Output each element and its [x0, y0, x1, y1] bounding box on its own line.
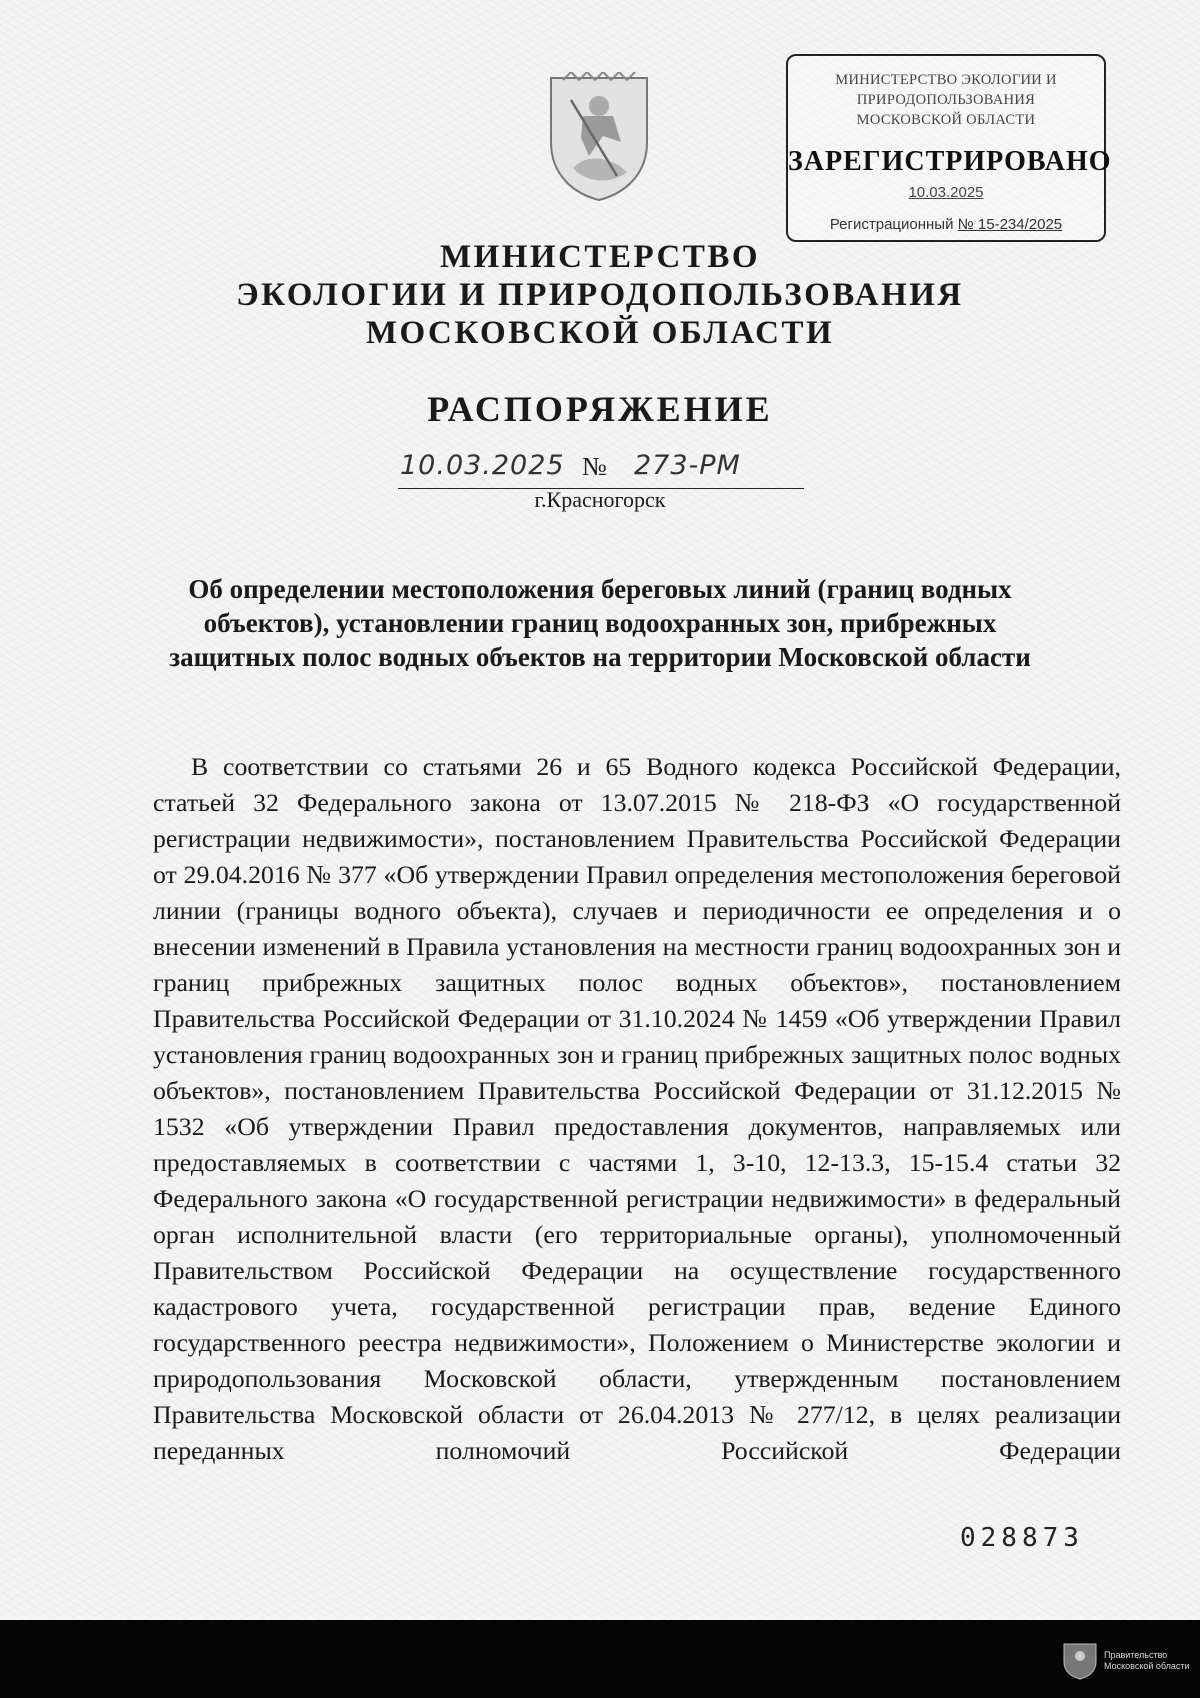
footer-logo-line: Правительство [1104, 1650, 1168, 1660]
handwritten-number: 273-РМ [634, 450, 741, 481]
footer-logo-text [1104, 1650, 1190, 1672]
serial-number: 028873 [960, 1523, 1084, 1553]
moscow-oblast-emblem-icon [1062, 1640, 1098, 1680]
ministry-name-line-1: МИНИСТЕРСТВО [439, 239, 761, 275]
stamp-status: ЗАРЕГИСТРИРОВАНО [788, 146, 1112, 177]
stamp-reg-label: Регистрационный [829, 216, 958, 233]
stamp-reg-value: № 15-234/2025 [957, 216, 1063, 233]
ministry-name-line-2: ЭКОЛОГИИ И ПРИРОДОПОЛЬЗОВАНИЯ [236, 277, 964, 313]
handwritten-date: 10.03.2025 [400, 450, 565, 481]
stamp-date: 10.03.2025 [908, 184, 984, 201]
date-number-line [398, 446, 804, 489]
document-body: В соответствии со статьями 26 и 65 Водного кодекса Российской Федерации, статьей 32 Федерального закона от 13.07.2015 № 218-ФЗ «О государственной регистрации недвижимости», постановлением Правительства Российской Федерации от 29.04.2016 № 377 «Об утверждении Правил определения местоположения береговой линии (границы водного объекта), случаев и периодичности ее определения и о внесении изменений в Правила установления на местности границ водоохранных зон и границ прибрежных защитных полос водных объектов», постановлением Правительства Российской Федерации от 31.10.2024 № 1459 «Об утверждении Правил установления границ водоохранных зон и границ прибрежных защитных полос водных объектов», постановлением Правительства Российской Федерации от 31.12.2015 № 1532 «Об утверждении Правил предоставления документов, направляемых или предоставляемых в соответствии с частями 1, 3-10, 12-13.3, 15-15.4 статьи 32 Федерального закона «О государственной регистрации недвижимости» в федеральный орган исполнительной власти (его территориальные органы), уполномоченный Правительством Российской Федерации на осуществление государственного кадастрового учета, государственной регистрации прав, ведение Единого государственного реестра недвижимости», Положением о Министерстве экологии и природопользования Московской области, утвержденным постановлением Правительства Московской области от 26.04.2013 № 277/12, в целях реализации переданных полномочий Российской Федерации [153, 752, 1121, 1465]
number-sign: № [582, 452, 607, 481]
city: г.Красногорск [534, 487, 666, 512]
document-title: Об определении местоположения береговых линий (границ водных объектов), установлении границ водоохранных зон, прибрежных защитных полос водных объектов на территории Московской области [169, 574, 1031, 672]
footer-bar [0, 1620, 1200, 1698]
stamp-org-line: ПРИРОДОПОЛЬЗОВАНИЯ [856, 92, 1036, 108]
registration-stamp [786, 54, 1112, 242]
stamp-registration-number [788, 216, 1104, 233]
footer-logo-line: Московской области [1104, 1661, 1190, 1671]
document-type: РАСПОРЯЖЕНИЕ [427, 389, 773, 429]
coat-of-arms-icon [543, 72, 655, 204]
stamp-org-line: МОСКОВСКОЙ ОБЛАСТИ [856, 112, 1036, 128]
stamp-org-line: МИНИСТЕРСТВО ЭКОЛОГИИ И [835, 72, 1057, 88]
ministry-name-line-3: МОСКОВСКОЙ ОБЛАСТИ [365, 315, 835, 351]
stamp-organization [788, 70, 1104, 130]
